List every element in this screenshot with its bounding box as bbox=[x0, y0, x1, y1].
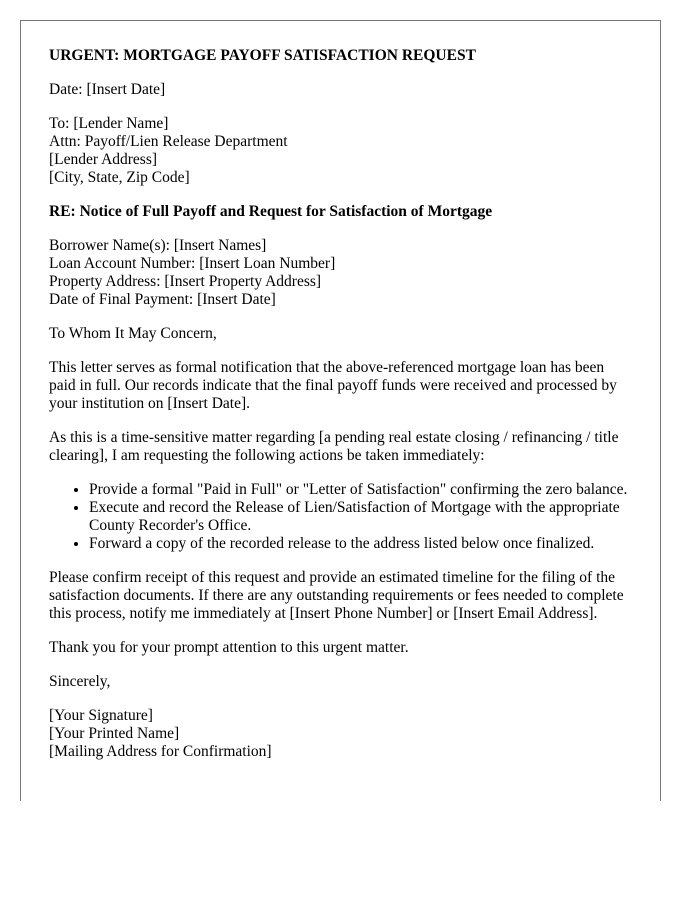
loan-detail-line: Date of Final Payment: [Insert Date] bbox=[49, 291, 276, 308]
loan-detail-line: Property Address: [Insert Property Address] bbox=[49, 273, 322, 290]
signature-block bbox=[49, 707, 632, 761]
closing: Sincerely, bbox=[49, 673, 111, 690]
recipient-line: [Lender Address] bbox=[49, 151, 158, 168]
signature-line: [Your Signature] bbox=[49, 707, 153, 724]
loan-details-block bbox=[49, 237, 632, 309]
letter-title: URGENT: MORTGAGE PAYOFF SATISFACTION REQUEST bbox=[49, 47, 476, 64]
loan-detail-line: Borrower Name(s): [Insert Names] bbox=[49, 237, 267, 254]
salutation: To Whom It May Concern, bbox=[49, 325, 217, 342]
paragraph-request: As this is a time-sensitive matter regarding [a pending real estate closing / refinancing / title clearing], I am requesting the following actions be taken immediately: bbox=[49, 429, 619, 464]
actions-list bbox=[49, 481, 632, 553]
list-item: • Execute and record the Release of Lien/Satisfaction of Mortgage with the appropriate County Recorder's Office. bbox=[89, 499, 632, 535]
recipient-line: Attn: Payoff/Lien Release Department bbox=[49, 133, 288, 150]
paragraph-confirmation: Please confirm receipt of this request and provide an estimated timeline for the filing of the satisfaction documents. If there are any outstanding requirements or fees needed to complete this process, notify me immediately at [Insert Phone Number] or [Insert Email Address]. bbox=[49, 569, 624, 622]
thanks-line: Thank you for your prompt attention to this urgent matter. bbox=[49, 639, 409, 656]
date-line: Date: [Insert Date] bbox=[49, 81, 166, 98]
signature-line: [Your Printed Name] bbox=[49, 725, 180, 742]
re-line: RE: Notice of Full Payoff and Request for Satisfaction of Mortgage bbox=[49, 203, 493, 220]
list-item: • Provide a formal "Paid in Full" or "Letter of Satisfaction" confirming the zero balance. bbox=[89, 481, 632, 499]
recipient-block bbox=[49, 115, 632, 187]
loan-detail-line: Loan Account Number: [Insert Loan Number] bbox=[49, 255, 336, 272]
recipient-line: [City, State, Zip Code] bbox=[49, 169, 190, 186]
letter-content bbox=[21, 21, 660, 761]
signature-line: [Mailing Address for Confirmation] bbox=[49, 743, 272, 760]
letter-page bbox=[20, 20, 661, 801]
recipient-line: To: [Lender Name] bbox=[49, 115, 169, 132]
paragraph-notification: This letter serves as formal notification that the above-referenced mortgage loan has been paid in full. Our records indicate that the final payoff funds were received and processed by your institution on [Insert Date]. bbox=[49, 359, 617, 412]
list-item: • Forward a copy of the recorded release to the address listed below once finalized. bbox=[89, 535, 632, 553]
